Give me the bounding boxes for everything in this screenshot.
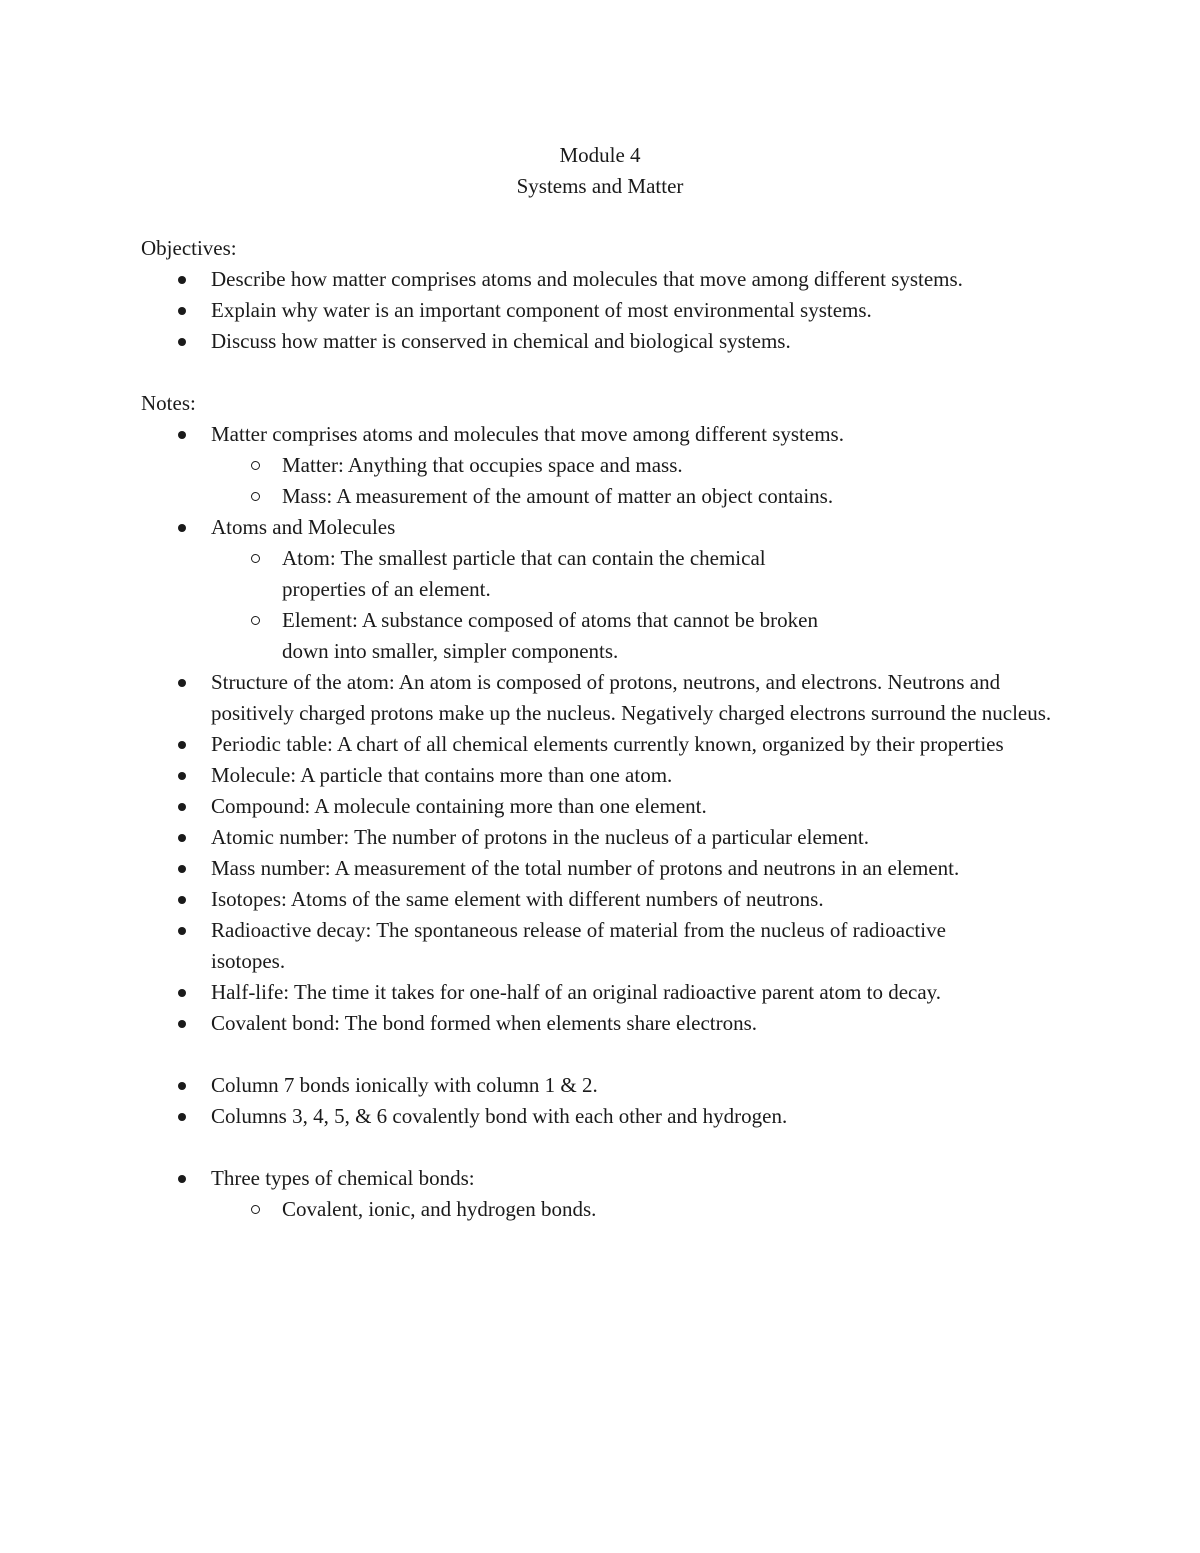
filled-bullet-icon xyxy=(178,276,186,284)
note-text: Columns 3, 4, 5, & 6 covalently bond with each other and hydrogen. xyxy=(211,1104,788,1128)
filled-bullet-icon xyxy=(178,1082,186,1090)
note-subitem xyxy=(141,1194,1071,1225)
note-item xyxy=(141,915,1071,977)
note-item xyxy=(141,1008,1071,1039)
note-item xyxy=(141,760,1071,791)
note-text: Radioactive decay: The spontaneous release of material from the nucleus of radioactive isotopes. xyxy=(211,918,946,973)
note-subtext: Element: A substance composed of atoms that cannot be broken down into smaller, simpler components. xyxy=(282,608,818,663)
note-item xyxy=(141,419,1071,450)
note-subtext: Covalent, ionic, and hydrogen bonds. xyxy=(282,1197,597,1221)
note-item xyxy=(141,729,1071,760)
note-item xyxy=(141,1070,1071,1101)
objective-item xyxy=(141,326,1071,357)
note-item xyxy=(141,884,1071,915)
note-subitem xyxy=(141,605,1071,667)
hollow-bullet-icon xyxy=(251,554,260,563)
objective-text: Discuss how matter is conserved in chemical and biological systems. xyxy=(211,329,791,353)
note-subtext: Mass: A measurement of the amount of matter an object contains. xyxy=(282,484,834,508)
blank-spacer xyxy=(141,1132,1071,1163)
note-item xyxy=(141,853,1071,884)
hollow-bullet-icon xyxy=(251,1205,260,1214)
notes-list xyxy=(141,419,1071,1225)
note-text: Three types of chemical bonds: xyxy=(211,1166,475,1190)
note-subitem xyxy=(141,450,1071,481)
objective-item xyxy=(141,264,1071,295)
filled-bullet-icon xyxy=(178,524,186,532)
hollow-bullet-icon xyxy=(251,616,260,625)
note-subitem xyxy=(141,543,1071,605)
objective-text: Describe how matter comprises atoms and molecules that move among different systems. xyxy=(211,267,963,291)
note-text: Periodic table: A chart of all chemical elements currently known, organized by their properties xyxy=(211,732,1004,756)
objectives-heading: Objectives: xyxy=(141,236,237,260)
filled-bullet-icon xyxy=(178,896,186,904)
note-item xyxy=(141,977,1071,1008)
note-subtext: Matter: Anything that occupies space and mass. xyxy=(282,453,683,477)
filled-bullet-icon xyxy=(178,741,186,749)
filled-bullet-icon xyxy=(178,772,186,780)
objective-text: Explain why water is an important component of most environmental systems. xyxy=(211,298,872,322)
note-text: Covalent bond: The bond formed when elements share electrons. xyxy=(211,1011,758,1035)
filled-bullet-icon xyxy=(178,1020,186,1028)
title-block xyxy=(0,140,1200,202)
note-text: Mass number: A measurement of the total number of protons and neutrons in an element. xyxy=(211,856,960,880)
note-subtext: Atom: The smallest particle that can contain the chemical properties of an element. xyxy=(282,546,766,601)
note-text: Half-life: The time it takes for one-half of an original radioactive parent atom to decay. xyxy=(211,980,942,1004)
page-title: Systems and Matter xyxy=(516,174,684,198)
note-item xyxy=(141,791,1071,822)
note-item xyxy=(141,1101,1071,1132)
note-item xyxy=(141,1163,1071,1194)
note-text: Molecule: A particle that contains more than one atom. xyxy=(211,763,673,787)
note-item xyxy=(141,667,1071,729)
filled-bullet-icon xyxy=(178,865,186,873)
filled-bullet-icon xyxy=(178,338,186,346)
notes-heading: Notes: xyxy=(141,391,196,415)
note-item xyxy=(141,822,1071,853)
note-text: Column 7 bonds ionically with column 1 & 2. xyxy=(211,1073,598,1097)
objective-item xyxy=(141,295,1071,326)
note-text: Matter comprises atoms and molecules that move among different systems. xyxy=(211,422,844,446)
note-text: Atoms and Molecules xyxy=(211,515,396,539)
module-number: Module 4 xyxy=(559,143,641,167)
filled-bullet-icon xyxy=(178,989,186,997)
filled-bullet-icon xyxy=(178,803,186,811)
objectives-list xyxy=(141,264,1071,357)
note-text: Atomic number: The number of protons in the nucleus of a particular element. xyxy=(211,825,870,849)
note-text: Isotopes: Atoms of the same element with different numbers of neutrons. xyxy=(211,887,824,911)
note-item xyxy=(141,512,1071,543)
note-text: Structure of the atom: An atom is composed of protons, neutrons, and electrons. Neutrons and positively charged protons make up the nucleus. Negatively charged electrons surround the nucleus. xyxy=(211,670,1052,725)
filled-bullet-icon xyxy=(178,431,186,439)
filled-bullet-icon xyxy=(178,1175,186,1183)
hollow-bullet-icon xyxy=(251,461,260,470)
filled-bullet-icon xyxy=(178,679,186,687)
filled-bullet-icon xyxy=(178,927,186,935)
filled-bullet-icon xyxy=(178,1113,186,1121)
filled-bullet-icon xyxy=(178,307,186,315)
filled-bullet-icon xyxy=(178,834,186,842)
note-subitem xyxy=(141,481,1071,512)
hollow-bullet-icon xyxy=(251,492,260,501)
blank-spacer xyxy=(141,1039,1071,1070)
note-text: Compound: A molecule containing more than one element. xyxy=(211,794,707,818)
